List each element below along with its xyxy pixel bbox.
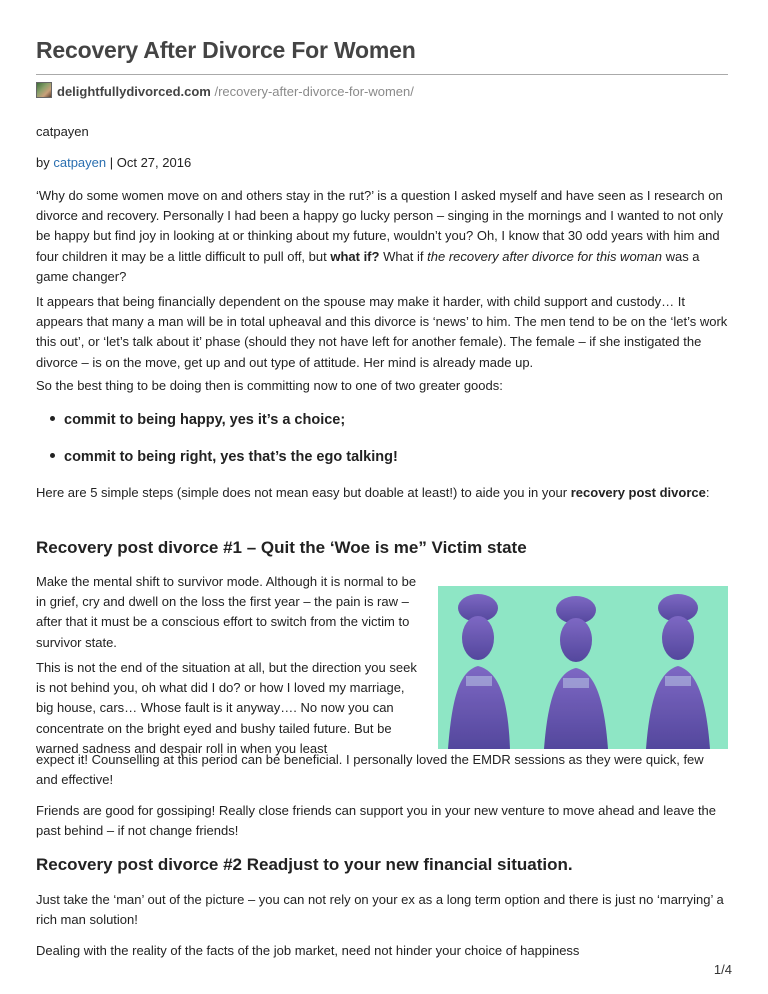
author-name: catpayen bbox=[36, 124, 89, 139]
intro-paragraph bbox=[36, 186, 728, 287]
author-link[interactable]: catpayen bbox=[53, 155, 107, 170]
section2-paragraph-2: Dealing with the reality of the facts of the job market, need not hinder your choice of happiness bbox=[36, 943, 580, 958]
site-favicon-icon bbox=[36, 82, 52, 98]
intro-text-b: What if bbox=[379, 248, 428, 264]
source-line bbox=[36, 82, 414, 99]
byline-by: by bbox=[36, 155, 50, 170]
paragraph-goods: So the best thing to be doing then is committing now to one of two greater goods: bbox=[36, 378, 503, 393]
source-path[interactable]: /recovery-after-divorce-for-women/ bbox=[214, 84, 414, 99]
intro-text-c: was a game changer? bbox=[36, 248, 700, 284]
woman-silhouettes-image bbox=[438, 586, 728, 749]
intro-italic: the recovery after divorce for this woman bbox=[427, 248, 662, 264]
steps-text-b: : bbox=[705, 485, 710, 500]
list-item bbox=[50, 412, 345, 428]
list-item bbox=[50, 449, 398, 465]
section-heading-1: Recovery post divorce #1 – Quit the ‘Woe is me” Victim state bbox=[36, 538, 527, 557]
paragraph-steps bbox=[36, 483, 728, 503]
post-date: | Oct 27, 2016 bbox=[109, 155, 192, 170]
paragraph-financial: It appears that being financially dependent on the spouse may make it harder, with child support and custody… It appears that many a man will be in total upheaval and this divorce is ‘news’ to him. The men tend to be on the ‘let’s work this out’, or ‘let’s talk about it’ phase (should they not have left for another female). The female – if she instigated the divorce – is on the move, get up and out type of attitude. Her mind is already made up. bbox=[36, 294, 728, 370]
section1-paragraph-3: Friends are good for gossiping! Really close friends can support you in your new venture to move ahead and leave the past behind – if not change friends! bbox=[36, 803, 717, 839]
section1-paragraph-2: This is not the end of the situation at all, but the direction you seek is not behind you, oh what did I do? or how I loved my marriage, big house, cars… Whose fault is it anyway…. No now you can concentrate on the bright eyed and bushy tailed future. But be warned sadness and despair roll in when you least bbox=[36, 660, 417, 756]
bullet-icon bbox=[50, 453, 55, 458]
bullet-icon bbox=[50, 416, 55, 421]
title-divider bbox=[36, 74, 728, 75]
page-number: 1/4 bbox=[713, 962, 732, 977]
list-item-text: commit to being happy, yes it’s a choice; bbox=[64, 412, 346, 428]
steps-bold: recovery post divorce bbox=[570, 485, 706, 500]
section1-paragraph-1: Make the mental shift to survivor mode. Although it is normal to be in grief, cry and dwell on the loss the first year – the pain is raw – after that it must be a conscious effort to switch from the victim to survivor state. bbox=[36, 574, 417, 650]
byline bbox=[36, 155, 191, 170]
page-title: Recovery After Divorce For Women bbox=[36, 37, 416, 63]
intro-bold: what if? bbox=[330, 248, 380, 264]
article-image bbox=[438, 586, 728, 749]
list-item-text: commit to being right, yes that’s the ego talking! bbox=[64, 449, 398, 465]
intro-text-a: ‘Why do some women move on and others stay in the rut?’ is a question I asked myself and have seen as I research on divorce and recovery. Personally I had been a happy go lucky person – singing in the mornings and I wanted to not only be happy but find joy in looking at or thinking about my future, wouldn’t you? Oh, I know that 30 odd years with him and four children it may be a little difficult to pull off, but bbox=[36, 188, 724, 264]
section2-paragraph-1: Just take the ‘man’ out of the picture – you can not rely on your ex as a long term option and there is just no ‘marrying’ a rich man solution! bbox=[36, 892, 724, 928]
source-domain[interactable]: delightfullydivorced.com bbox=[57, 84, 211, 99]
section1-paragraph-2-continued: expect it! Counselling at this period can be beneficial. I personally loved the EMDR sessions as they were quick, few and effective! bbox=[36, 752, 704, 788]
section-heading-2: Recovery post divorce #2 Readjust to your new financial situation. bbox=[36, 855, 573, 874]
steps-text-a: Here are 5 simple steps (simple does not mean easy but doable at least!) to aide you in your bbox=[36, 485, 571, 500]
